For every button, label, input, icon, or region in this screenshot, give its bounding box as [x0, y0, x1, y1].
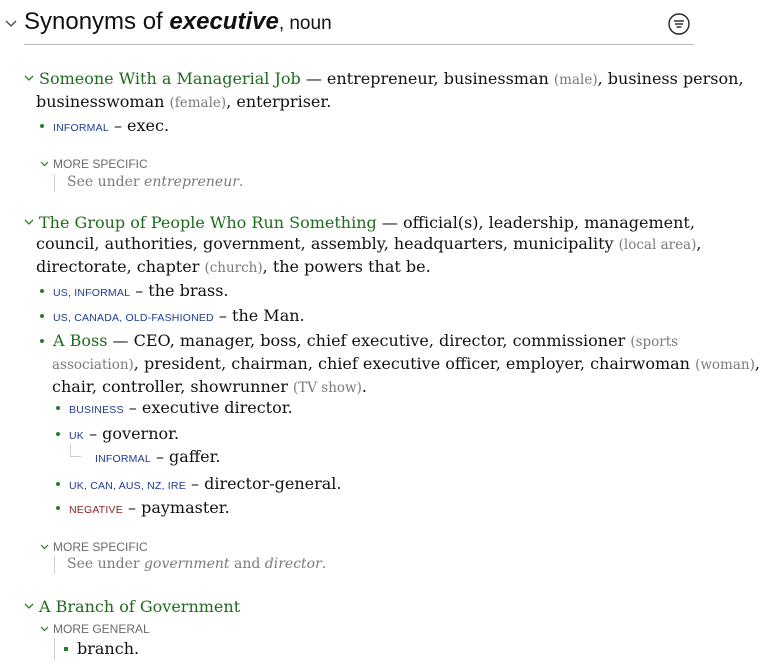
sense-title[interactable]: Someone With a Managerial Job	[39, 69, 301, 88]
see-link[interactable]: entrepreneur	[144, 174, 239, 190]
menu-icon[interactable]	[668, 13, 690, 35]
chevron-down-icon[interactable]	[24, 217, 34, 227]
list-item: UK – governor.	[56, 423, 179, 447]
sense-branch-of-government	[24, 596, 694, 617]
chevron-down-icon[interactable]	[24, 601, 34, 611]
bullet-icon	[56, 482, 60, 486]
tree-line	[54, 638, 55, 660]
usage-label: INFORMAL	[53, 122, 109, 134]
sense-managerial-job: Someone With a Managerial Job — entrepreneur, businessman (male), business person, businesswoman (female), enterpriser.	[24, 68, 694, 114]
header-divider	[24, 44, 694, 45]
see-link[interactable]: director	[264, 556, 322, 572]
square-bullet-icon	[64, 647, 68, 651]
bullet-icon	[40, 124, 44, 128]
list-item: US, CANADA, OLD-FASHIONED – the Man.	[40, 305, 305, 329]
list-item	[64, 638, 139, 659]
more-general-toggle[interactable]: MORE GENERAL	[40, 622, 150, 636]
related-word[interactable]: branch.	[77, 639, 140, 658]
chevron-down-icon	[40, 542, 49, 551]
subsense-title[interactable]: A Boss	[53, 331, 108, 350]
part-of-speech: , noun	[278, 13, 332, 34]
tree-connector	[70, 444, 81, 457]
chevron-down-icon[interactable]	[5, 17, 17, 29]
list-item: INFORMAL – gaffer.	[95, 447, 221, 466]
list-item: NEGATIVE – paymaster.	[56, 497, 230, 521]
tree-line	[54, 556, 55, 574]
chevron-down-icon	[40, 624, 49, 633]
list-item: UK, CAN, AUS, NZ, IRE – director-general.	[56, 473, 342, 497]
subsense-boss: A Boss — CEO, manager, boss, chief executive, director, commissioner (sports association), president, chairman, chief executive officer, employer, chairwoman (woman), chair, controller, showrunner (TV show).	[40, 330, 695, 399]
see-link[interactable]: government	[144, 556, 230, 572]
more-specific-toggle[interactable]: MORE SPECIFIC	[40, 540, 148, 554]
list-item: INFORMAL – exec.	[40, 115, 169, 139]
page-title: Synonyms of executive, noun	[24, 8, 332, 35]
entry-header	[0, 0, 706, 46]
tree-line	[54, 174, 55, 192]
see-under: See under entrepreneur.	[67, 174, 244, 190]
chevron-down-icon[interactable]	[24, 73, 34, 83]
more-specific-toggle[interactable]: MORE SPECIFIC	[40, 157, 148, 171]
bullet-icon	[56, 506, 60, 510]
sense-title[interactable]: The Group of People Who Run Something	[39, 213, 377, 232]
sense-group-who-run: The Group of People Who Run Something — official(s), leadership, management, council, authorities, government, assembly, headquarters, municipality (local area), directorate, chapter (church), the powers that be.	[24, 212, 694, 279]
list-item: BUSINESS – executive director.	[56, 397, 293, 421]
sense-title[interactable]: A Branch of Government	[39, 597, 241, 616]
bullet-icon	[56, 432, 60, 436]
bullet-icon	[40, 289, 44, 293]
bullet-icon	[40, 314, 44, 318]
bullet-icon	[40, 339, 44, 343]
headword: executive	[169, 8, 279, 35]
bullet-icon	[56, 406, 60, 410]
see-under: See under government and director.	[67, 556, 327, 572]
list-item: US, INFORMAL – the brass.	[40, 280, 229, 304]
chevron-down-icon	[40, 159, 49, 168]
